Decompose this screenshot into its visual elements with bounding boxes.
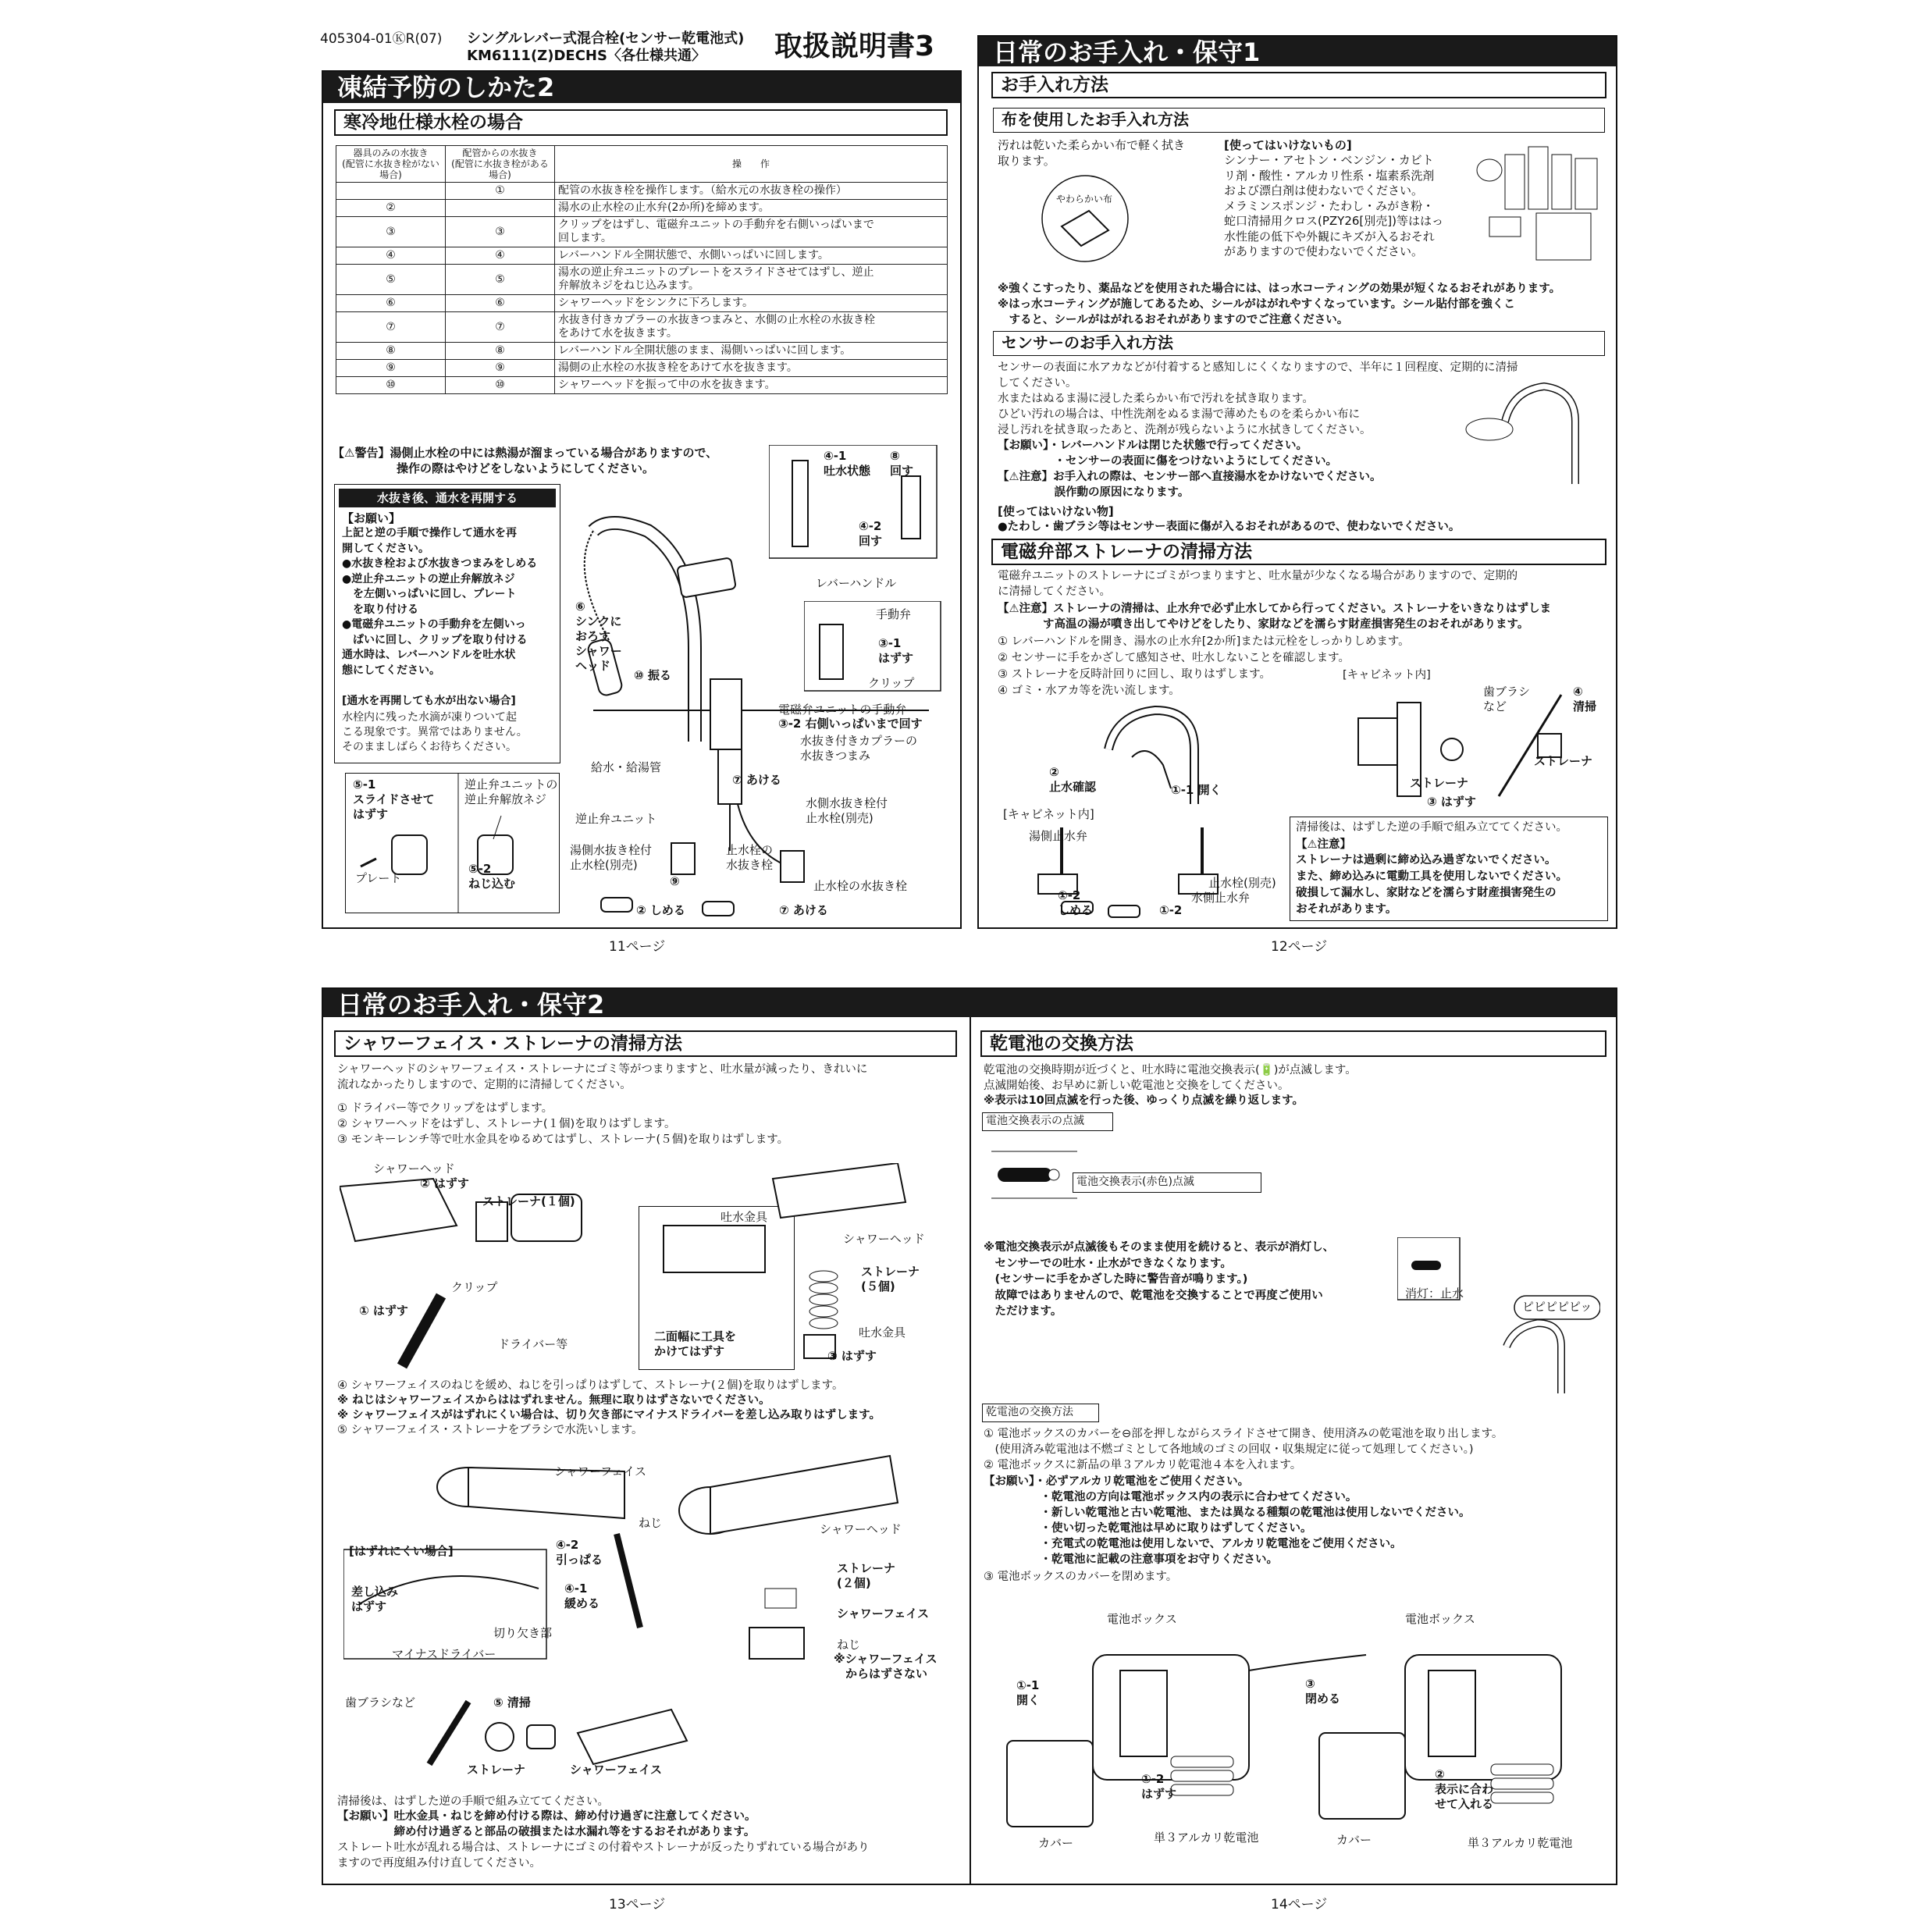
model-name: KM6111(Z)DECHS〈各仕様共通〉: [467, 48, 706, 64]
table-cell: [336, 183, 446, 200]
cabinet-label: [キャビネット内]: [1343, 669, 1431, 681]
cloth-icon: [1030, 172, 1140, 265]
table-row: [336, 265, 948, 295]
lbl-notch: 切り欠き部: [493, 1626, 553, 1640]
lbl-2-insert: ② 表示に合わ せて入れる: [1435, 1767, 1494, 1811]
note-1: ※強くこすったり、薬品などを使用された場合には、はっ水コーティングの効果が短くなるおそれがあります。: [998, 283, 1561, 295]
off-label: 消灯：止水: [1405, 1286, 1464, 1300]
lbl-5-2: ⑤-2 ねじ込む: [468, 862, 516, 891]
lbl-box2: 電池ボックス: [1405, 1612, 1475, 1626]
lbl-7b: ⑦ あける: [779, 903, 828, 917]
th1s: (配管に水抜き栓がない場合): [342, 158, 439, 180]
lbl-7a: ⑦ あける: [732, 773, 781, 787]
th3: 操 作: [731, 158, 770, 169]
p14-m1: ① 電池ボックスのカバーを⊖部を押しながらスライドさせて開き、使用済みの乾電池を取り出します。 (使用済み乾電池は不燃ゴミとして各地域のゴミの回収・収集規定に従って処理してください。) ② 電池ボックスに新品の単３アルカリ乾電池４本を入れます。: [984, 1428, 1503, 1471]
th-3: [555, 146, 948, 183]
lbl-clip: クリップ: [451, 1280, 498, 1294]
table-cell: ⑩: [336, 377, 446, 394]
lbl-noremove: ※シャワーフェイス からはずさない: [834, 1652, 938, 1681]
table-cell: 湯水の逆止弁ユニットのプレートをスライドさせてはずし、逆止 弁解放ネジをねじ込みます。: [555, 265, 948, 295]
sensor-caution: 【⚠注意】お手入れの際は、センサー部へ直接湯水をかけないでください。 誤作動の原因になります。: [998, 471, 1382, 499]
lbl-3-remove: ③ はずす: [827, 1349, 877, 1363]
lbl-3-remove: ③ はずす: [1427, 795, 1476, 809]
p13-note-a: ※ ねじはシャワーフェイスからははずれません。無理に取りはずさないでください。: [337, 1394, 770, 1407]
lbl-3-close: ③ 閉める: [1305, 1677, 1341, 1706]
sensor-ng2: ●たわし・歯ブラシ等はセンサー表面に傷が入るおそれがあるので、使わないでください。: [998, 521, 1461, 533]
lbl-1-2a: ①-2 しめる: [1058, 888, 1094, 917]
table-cell: 水抜き付きカプラーの水抜きつまみと、水側の止水栓の水抜き栓 をあけて水を抜きます。: [555, 312, 948, 343]
p13-intro: シャワーヘッドのシャワーフェイス・ストレーナにゴミ等がつまりますと、吐水量が減ったり、きれいに 流れなかったりしますので、定期的に清掃してください。: [337, 1063, 868, 1091]
sensor-text: センサーの表面に水アカなどが付着すると感知しにくくなりますので、半年に１回程度、定期的に清掃 してください。 水またはぬるま湯に浸した柔らかい布で汚れを拭き取ります。 ひどい汚れの場合は、中性洗剤をぬるま湯で薄めたものを柔らかい布に 浸し汚れを拭き取ったあと、洗剤が残らないように水拭きしてください。: [998, 361, 1518, 436]
p13-after: 清掃後は、はずした逆の手順で組み立ててください。: [337, 1795, 609, 1808]
lbl-4-2-pull: ④-2 引っぱる: [556, 1538, 603, 1567]
ng-text: シンナー・アセトン・ベンジン・カビト リ剤・酸性・アルカリ性系・塩素系洗剤 および漂白剤は使わないでください。 メラミンスポンジ・たわし・みがき粉・ 蛇口清掃用クロス(PZY26[別売])等ははっ 水性能の低下や外観にキズが入るおそれ がありますので使わないでください。: [1224, 153, 1443, 258]
blink-title: 電池交換表示の点滅: [982, 1112, 1113, 1131]
p14-warn: ※電池交換表示が点滅後もそのまま使用を続けると、表示が消灯し、 センサーでの吐水・止水ができなくなります。 (センサーに手をかざした時に警告音が鳴ります。) 故障ではありませんので、乾電池を交換することで再度ご使用い ただけます。: [984, 1241, 1335, 1318]
lbl-supply: 給水・給湯管: [591, 760, 662, 774]
p11-warn2: 操作の際はやけどをしないようにしてください。: [397, 461, 655, 475]
table-cell: レバーハンドル全開状態で、水側いっぱいに回します。: [555, 247, 948, 265]
manual-title: 取扱説明書3: [774, 30, 935, 62]
table-cell: ⑤: [446, 265, 555, 295]
lbl-solenoid: 電磁弁ユニットの手動弁: [778, 703, 907, 717]
lbl-showerhead3: シャワーヘッド: [820, 1522, 902, 1536]
table-cell: 配管の水抜き栓を操作します。（給水元の水抜き栓の操作）: [555, 183, 948, 200]
table-cell: シャワーヘッドを振って中の水を抜きます。: [555, 377, 948, 394]
table-cell: 湯水の止水栓の止水弁(2か所)を締めます。: [555, 200, 948, 217]
caution-title: 【⚠注意】: [1296, 838, 1351, 851]
table-cell: ⑧: [446, 343, 555, 360]
ng-products-icon: [1474, 139, 1606, 264]
lbl-1-2-remove-p14: ①-2 はずす: [1141, 1772, 1177, 1801]
lbl-brush: 歯ブラシなど: [345, 1695, 416, 1710]
lbl-strainer-p13: ストレーナ: [467, 1763, 526, 1777]
table-row: [336, 200, 948, 217]
lbl-6: ⑥ シンクに おろす シャワー ヘッド: [575, 600, 622, 673]
soft-cloth-label: やわらかい布: [1056, 194, 1113, 205]
beep-label: ピピピピピッ: [1522, 1300, 1592, 1314]
lbl-stopdrain: 止水栓の水抜き栓: [813, 879, 908, 893]
table-row: [336, 312, 948, 343]
cloth-title: 布を使用したお手入れ方法: [993, 108, 1605, 133]
lbl-cab2: [キャビネット内]: [1003, 807, 1094, 821]
table-cell: ①: [446, 183, 555, 200]
lbl-spout2: 吐水金具: [859, 1325, 906, 1340]
p11-band: 凍結予防のしかた2: [323, 72, 960, 103]
p14-intro-note: ※表示は10回点滅を行った後、ゆっくり点滅を繰り返します。: [984, 1094, 1304, 1107]
table-cell: シャワーヘッドをシンクに下ろします。: [555, 295, 948, 312]
lbl-strainer2: ストレーナ: [1410, 776, 1469, 790]
p11-section: 寒冷地仕様水栓の場合: [334, 109, 948, 136]
p13-steps2: ④ シャワーフェイスのねじを緩め、ねじを引っぱりはずして、ストレーナ(２個)を取りはずします。: [337, 1379, 844, 1392]
lbl-strainer: ストレーナ: [1534, 754, 1593, 768]
restart-text: 上記と逆の手順で操作して通水を再 開してください。 ●水抜き栓および水抜きつまみをしめる ●逆止弁ユニットの逆止弁解放ネジ を左側いっぱいに回し、プレート を取り付ける ●電磁弁ユニットの手動弁を左側いっ ぱいに回し、クリップを取り付ける 通水時は、レバーハンドルを吐水状 態にしてください。: [342, 527, 538, 677]
p13-section: シャワーフェイス・ストレーナの清掃方法: [334, 1030, 957, 1057]
note-2: ※はっ水コーティングが施してあるため、シールがはがれやすくなっています。シール貼付部を強くこ すると、シールがはがれるおそれがありますのでご注意ください。: [998, 298, 1515, 326]
nowater-text: 水栓内に残った水滴が凍りついて起 こる現象です。異常ではありません。 そのまましばらくお待ちください。: [342, 711, 528, 753]
lbl-checkvalve: 逆止弁ユニット: [575, 812, 657, 826]
product-name: シングルレバー式混合栓(センサー乾電池式): [467, 30, 745, 47]
lbl-toothbrush: 歯ブラシ など: [1483, 685, 1531, 713]
doc-code: 405304-01ⓀR(07): [320, 31, 443, 47]
table-cell: クリップをはずし、電磁弁ユニットの手動弁を右側いっぱいまで 回します。: [555, 217, 948, 247]
table-row: [336, 295, 948, 312]
lbl-hdrain: 止水栓の 水抜き栓: [726, 843, 774, 872]
lbl-driver: ドライバー等: [498, 1337, 568, 1351]
lbl-spout: 吐水金具: [720, 1210, 768, 1224]
lbl-batt2: 単３アルカリ乾電池: [1468, 1836, 1573, 1850]
lbl-plate: プレート: [355, 871, 402, 885]
lbl-manual: 手動弁: [876, 607, 912, 621]
lbl-face3: シャワーフェイス: [570, 1763, 663, 1777]
sensor-onegai: 【お願い】・レバーハンドルは閉じた状態で行ってください。 ・センサーの表面に傷をつけないようにしてください。: [998, 439, 1337, 468]
lbl-stopv: 止水栓(別売): [1208, 876, 1276, 890]
table-cell: ③: [446, 217, 555, 247]
off-faucet-icon: [1397, 1237, 1600, 1401]
lbl-checkscrew: 逆止弁ユニットの 逆止弁解放ネジ: [464, 777, 558, 806]
lbl-4-clean: ④ 清掃: [1573, 685, 1597, 713]
table-row: [336, 247, 948, 265]
sensor-title: センサーのお手入れ方法: [993, 331, 1605, 356]
lbl-2: ② しめる: [636, 903, 685, 917]
lbl-8: ⑧ 回す: [890, 449, 914, 478]
p13-onegai: 【お願い】吐水金具・ねじを締め付ける際は、締め付け過ぎに注意してください。 締め付け過ぎると部品の破損または水漏れ等をするおそれがあります。: [337, 1810, 756, 1838]
table-cell: レバーハンドル全開状態のまま、湯側いっぱいに回します。: [555, 343, 948, 360]
lbl-coupler: 水抜き付きカプラーの 水抜きつまみ: [800, 734, 918, 763]
battery-indicator-icon: [991, 1147, 1085, 1202]
p14-intro: 乾電池の交換時期が近づくと、吐水時に電池交換表示(🔋)が点滅します。 点滅開始後、お早めに新しい乾電池と交換をしてください。: [984, 1064, 1357, 1092]
p11-warn1: 【⚠警告】湯側止水栓の中には熱湯が溜まっている場合がありますので、: [333, 446, 718, 460]
lbl-9: ⑨: [670, 874, 680, 888]
p13-note-b: ※ シャワーフェイスがはずれにくい場合は、切り欠き部にマイナスドライバーを差し込み取りはずします。: [337, 1409, 881, 1421]
table-cell: ⑧: [336, 343, 446, 360]
lbl-5-clean: ⑤ 清掃: [493, 1695, 531, 1710]
lbl-screw2: ねじ: [837, 1638, 861, 1652]
p14-onegai: 【お願い】・必ずアルカリ乾電池をご使用ください。 ・乾電池の方向は電池ボックス内の表示に合わせてください。 ・新しい乾電池と古い乾電池、または異なる種類の乾電池は使用しないでください。 ・使い切った乾電池は早めに取りはずしてください。 ・充電式の乾電池は使用しないで、アルカリ乾電池をご使用ください。 ・乾電池に記載の注意事項をお守りください。: [984, 1475, 1471, 1566]
table-row: [336, 360, 948, 377]
lbl-strainer2-p13: ストレーナ (２個): [837, 1561, 896, 1590]
table-row: [336, 343, 948, 360]
lbl-screw: ねじ: [639, 1516, 663, 1530]
lbl-strainer5: ストレーナ (５個): [861, 1265, 920, 1293]
lbl-2-check: ② 止水確認: [1049, 765, 1097, 794]
p13-step5: ⑤ シャワーフェイス・ストレーナをブラシで水洗いします。: [337, 1424, 643, 1436]
lbl-wside: 水側水抜き栓付 止水栓(別売): [806, 796, 888, 825]
table-cell: ④: [336, 247, 446, 265]
showerhead-illustration: [340, 1155, 636, 1374]
lbl-hvalve: 湯側止水弁: [1029, 829, 1088, 843]
strainer-text: 電磁弁ユニットのストレーナにゴミがつまりますと、吐水量が少なくなる場合がありますので、定期的 に清掃してください。: [998, 570, 1518, 598]
lbl-insert: 差し込み はずす: [351, 1585, 399, 1614]
lbl-cover1: カバー: [1038, 1836, 1074, 1850]
method-title: 乾電池の交換方法: [982, 1404, 1099, 1422]
p12-band: 日常のお手入れ・保守1: [979, 37, 1616, 66]
table-cell: ⑦: [446, 312, 555, 343]
lbl-cover2: カバー: [1336, 1833, 1372, 1847]
th2s: (配管に水抜き栓がある場合): [451, 158, 549, 180]
lbl-clip: クリップ: [868, 676, 915, 690]
blink-label: 電池交換表示(赤色)点滅: [1073, 1172, 1261, 1193]
table-row: [336, 377, 948, 394]
th1: 器具のみの水抜き: [353, 148, 429, 158]
sensor-faucet-icon: [1458, 375, 1606, 492]
reassemble-text: 清掃後は、はずした逆の手順で組み立ててください。: [1296, 821, 1567, 834]
lbl-lever: レバーハンドル: [816, 576, 897, 590]
table-cell: [446, 200, 555, 217]
lbl-3-1: ③-1 はずす: [878, 636, 914, 665]
lbl-wvalve: 水側止水弁: [1191, 891, 1251, 905]
strainer-title: 電磁弁部ストレーナの清掃方法: [991, 539, 1606, 565]
brush-illustration: [422, 1694, 718, 1772]
strainer-steps: ① レバーハンドルを開き、湯水の止水弁[2か所]または元栓をしっかりしめます。 ② センサーに手をかざして感知させ、吐水しないことを確認します。 ③ ストレーナを反時計回りに回し、取りはずします。 ④ ゴミ・水アカ等を洗い流します。: [998, 635, 1410, 697]
ng-title: [使ってはいけないもの]: [1224, 138, 1352, 152]
lbl-1-1-open: ①-1 開く: [1171, 783, 1222, 797]
table-cell: ⑨: [446, 360, 555, 377]
lbl-minus: マイナスドライバー: [392, 1647, 496, 1661]
th-1: [336, 146, 446, 183]
p14-m3: ③ 電池ボックスのカバーを閉めます。: [984, 1571, 1178, 1583]
drain-table: [336, 145, 948, 394]
table-cell: ④: [446, 247, 555, 265]
p12-pageno: 12ページ: [1271, 939, 1328, 955]
p13-steps1: ① ドライバー等でクリップをはずします。 ② シャワーヘッドをはずし、ストレーナ(１個)を取りはずします。 ③ モンキーレンチ等で吐水金具をゆるめてはずし、ストレーナ(５個)を取りはずします。: [337, 1102, 789, 1146]
p13-band: 日常のお手入れ・保守2: [323, 989, 1616, 1017]
restart-bar: 水抜き後、通水を再開する: [339, 489, 556, 507]
table-cell: ⑨: [336, 360, 446, 377]
lbl-4-2: ④-2 回す: [859, 519, 883, 548]
table-cell: ③: [336, 217, 446, 247]
table-cell: ⑥: [336, 295, 446, 312]
th-2: [446, 146, 555, 183]
lbl-5-1: ⑤-1 スライドさせて はずす: [353, 777, 435, 821]
th2: 配管からの水抜き: [462, 148, 538, 158]
lbl-4-1-loosen: ④-1 緩める: [564, 1582, 600, 1610]
nowater-title: [通水を再開しても水が出ない場合]: [342, 695, 516, 707]
sensor-ng: [使ってはいけない物]: [998, 504, 1114, 518]
restart-onegai: 【お願い】: [342, 511, 401, 525]
table-cell: ⑥: [446, 295, 555, 312]
battery-box-illustration: [991, 1624, 1608, 1850]
p13-pageno: 13ページ: [609, 1897, 666, 1912]
table-row: [336, 183, 948, 200]
caution-text: ストレーナは過剰に締め込み過ぎないでください。 また、締め込みに電動工具を使用しないでください。 破損して漏水し、家財などを濡らす財産損害発生の おそれがあります。: [1296, 854, 1567, 916]
lbl-twoface: 二面幅に工具を かけてはずす: [654, 1329, 737, 1358]
table-cell: ②: [336, 200, 446, 217]
p14-pageno: 14ページ: [1271, 1897, 1328, 1912]
lbl-4-1: ④-1 吐水状態: [824, 449, 871, 478]
lbl-1-1-open-p14: ①-1 開く: [1016, 1678, 1041, 1707]
lbl-showerhead: シャワーヘッド: [373, 1162, 455, 1176]
lbl-face2: シャワーフェイス: [837, 1606, 930, 1621]
table-cell: 湯側の止水栓の水抜き栓をあけて水を抜きます。: [555, 360, 948, 377]
lbl-box1: 電池ボックス: [1107, 1612, 1177, 1626]
table-cell: ⑩: [446, 377, 555, 394]
lbl-1-remove: ① はずす: [359, 1304, 408, 1318]
lbl-strainer1: ストレーナ(１個): [482, 1194, 575, 1208]
p12-section: お手入れ方法: [991, 72, 1606, 98]
lbl-hard: [はずれにくい場合]: [349, 1544, 454, 1558]
lbl-batt1: 単３アルカリ乾電池: [1154, 1831, 1259, 1845]
lbl-1-2b: ①-2: [1159, 903, 1183, 917]
lbl-showerhead2: シャワーヘッド: [843, 1232, 925, 1246]
lbl-2-remove: ② はずす: [420, 1176, 469, 1190]
table-row: [336, 217, 948, 247]
lbl-10: ⑩ 振る: [634, 668, 671, 682]
cloth-text: 汚れは乾いた柔らかい布で軽く拭き 取ります。: [998, 138, 1186, 168]
lbl-face: シャワーフェイス: [554, 1464, 647, 1478]
p14-section: 乾電池の交換方法: [980, 1030, 1606, 1057]
p11-pageno: 11ページ: [609, 939, 666, 955]
page-divider: [970, 1017, 971, 1884]
lbl-hside: 湯側水抜き栓付 止水栓(別売): [570, 843, 653, 872]
strainer-caution: 【⚠注意】ストレーナの清掃は、止水弁で必ず止水してから行ってください。ストレーナをいきなりはずしま す高温の湯が噴き出してやけどをしたり、家財などを濡らす財産損害発生のおそれがあります。: [998, 603, 1551, 631]
lbl-3-2: ③-2 右側いっぱいまで回す: [778, 717, 923, 731]
table-cell: ⑦: [336, 312, 446, 343]
table-cell: ⑤: [336, 265, 446, 295]
p13-last: ストレート吐水が乱れる場合は、ストレーナにゴミの付着やストレーナが反ったりずれている場合があり ますので再度組み付け直してください。: [337, 1841, 870, 1870]
